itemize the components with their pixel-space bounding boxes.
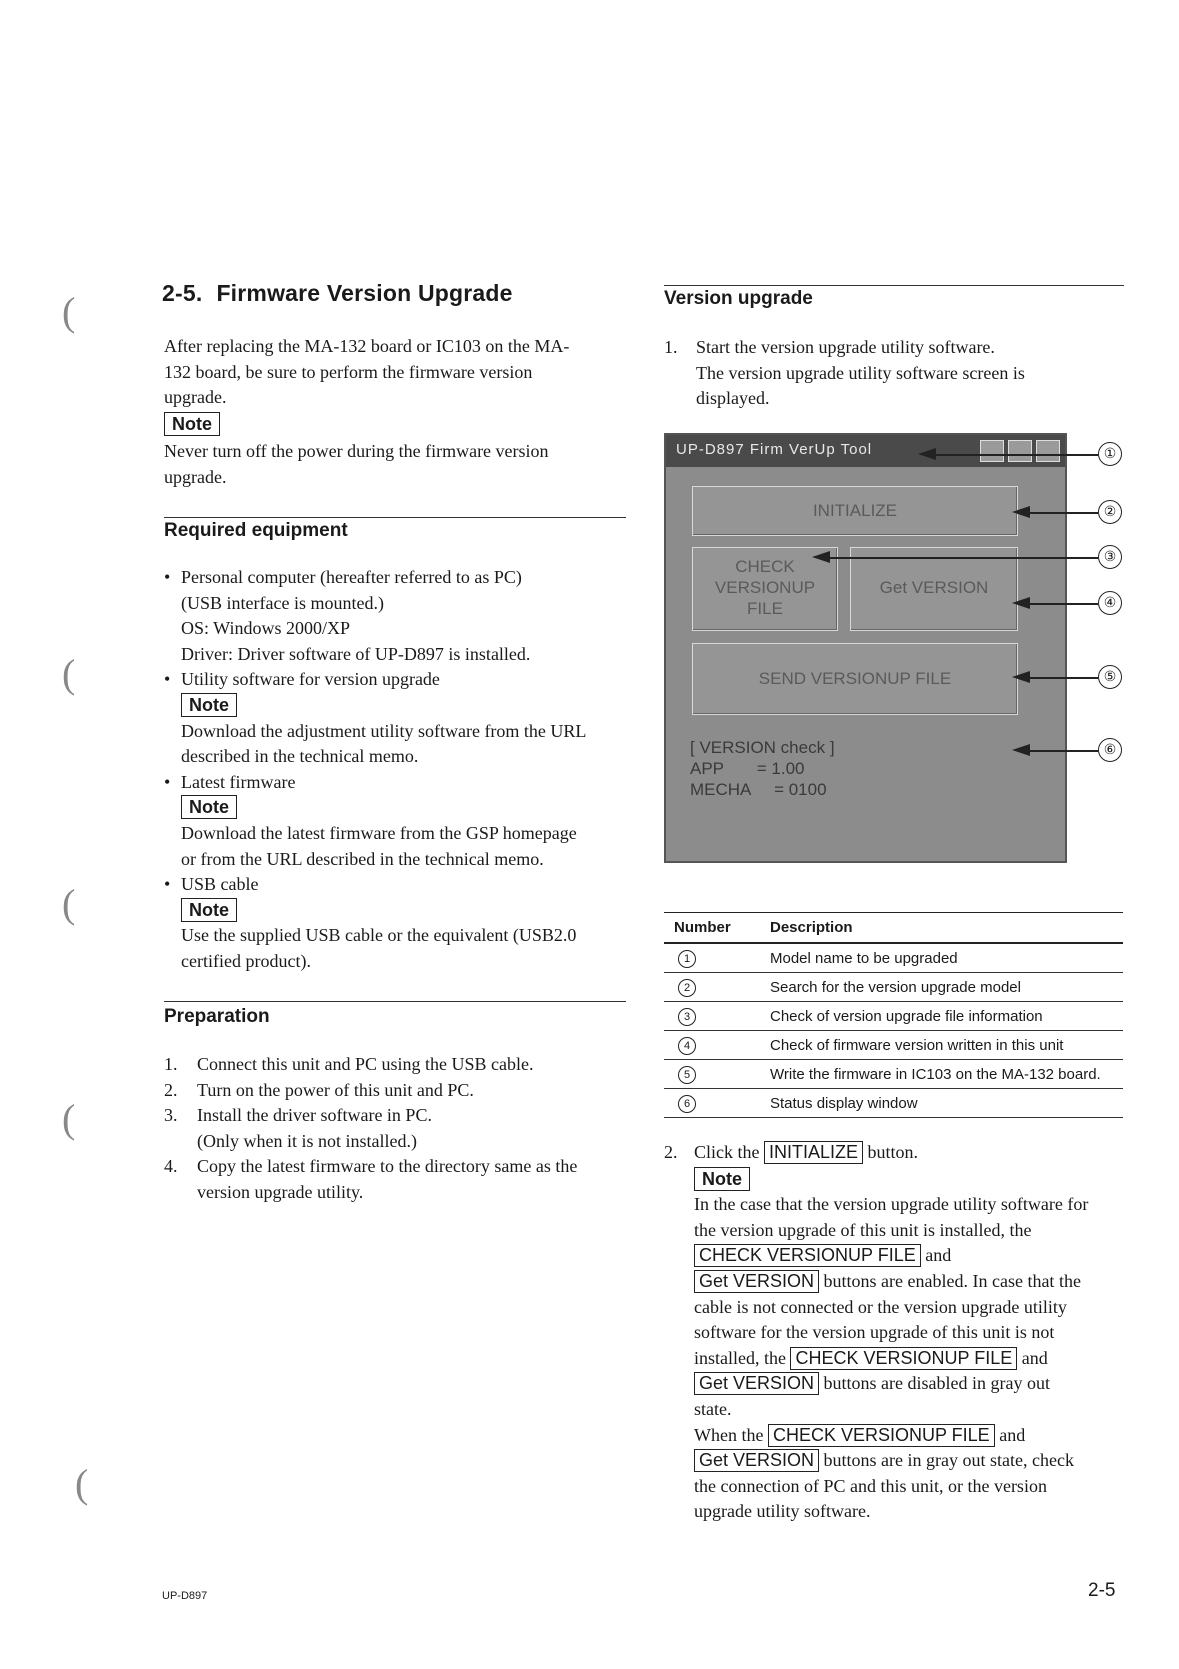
step-line: displayed. (696, 388, 770, 409)
column-header-description: Description (760, 913, 1123, 944)
row-description: Search for the version upgrade model (760, 973, 1123, 1002)
required-equipment-heading: Required equipment (164, 520, 348, 541)
step-line: version upgrade utility. (197, 1181, 364, 1202)
step-line: cable is not connected or the version upgrade utility (694, 1296, 1067, 1317)
callout-2: ② (1098, 500, 1122, 524)
table-row (664, 943, 1123, 973)
callout-arrow (1012, 744, 1030, 756)
callout-arrow (1012, 597, 1030, 609)
window-titlebar (666, 435, 1065, 467)
list-item-line: Driver: Driver software of UP-D897 is installed. (181, 643, 531, 664)
step-number: 2. (164, 1079, 178, 1100)
section-title-text: Firmware Version Upgrade (216, 280, 513, 306)
list-item-line: USB cable (181, 874, 259, 895)
margin-mark: ( (75, 1461, 89, 1506)
step-line (694, 1346, 1134, 1372)
list-item-line: Personal computer (hereafter referred to as PC) (181, 567, 522, 587)
callout-line (1030, 512, 1098, 514)
step-line: In the case that the version upgrade utility software for (694, 1194, 1089, 1215)
note-label: Note (181, 693, 237, 717)
version-step-1 (664, 335, 1124, 412)
divider (164, 517, 626, 518)
list-item-line: OS: Windows 2000/XP (181, 618, 350, 639)
row-description: Check of version upgrade file information (760, 1002, 1123, 1031)
callout-6: ⑥ (1098, 738, 1122, 762)
send-versionup-file-button[interactable]: SEND VERSIONUP FILE (692, 643, 1018, 715)
callout-line (936, 454, 1098, 456)
text-fragment: and (999, 1424, 1026, 1445)
minimize-icon[interactable] (980, 440, 1004, 462)
section-title (162, 280, 513, 307)
list-item: • USB cable Note Use the supplied USB cable or the equivalent (USB2.0 certified product). (164, 872, 634, 974)
close-icon[interactable] (1036, 440, 1060, 462)
step-line (694, 1269, 1134, 1295)
table-row (664, 1060, 1123, 1089)
step-line: Copy the latest firmware to the directory same as the (197, 1156, 578, 1177)
text-fragment: buttons are disabled in gray out (823, 1373, 1050, 1394)
step-line (694, 1243, 1134, 1269)
table-row (664, 1089, 1123, 1118)
status-display-window (690, 737, 835, 800)
note-line: Never turn off the power during the firmware version (164, 441, 549, 462)
note-line: Download the latest firmware from the GSP homepage (181, 822, 577, 843)
preparation-steps (164, 1052, 634, 1206)
step-line: state. (694, 1398, 732, 1419)
step-number: 4. (164, 1156, 178, 1177)
list-item (164, 1103, 634, 1154)
note-line: upgrade. (164, 466, 227, 487)
step-line: Install the driver software in PC. (197, 1105, 432, 1126)
row-description: Check of firmware version written in this unit (760, 1031, 1123, 1060)
status-line: MECHA = 0100 (690, 780, 827, 799)
version-step-2 (664, 1140, 1134, 1525)
step-number: 1. (664, 337, 678, 357)
row-number: 3 (678, 1008, 696, 1026)
get-version-label: Get VERSION (694, 1449, 819, 1472)
note-label: Note (164, 412, 220, 436)
step-line: the version upgrade of this unit is installed, the (694, 1219, 1032, 1240)
get-version-button[interactable]: Get VERSION (850, 547, 1018, 631)
note-label: Note (181, 898, 237, 922)
callout-arrow (1012, 671, 1030, 683)
callout-arrow (918, 448, 936, 460)
check-versionup-file-label: CHECK VERSIONUP FILE (790, 1347, 1017, 1370)
step-line: the connection of PC and this unit, or the version (694, 1475, 1047, 1496)
callout-description-table (664, 912, 1123, 1118)
divider (664, 285, 1124, 286)
note-line: Use the supplied USB cable or the equivalent (USB2.0 (181, 925, 577, 946)
step-line (694, 1448, 1134, 1474)
intro-paragraph (164, 334, 634, 491)
text-fragment: and (1021, 1347, 1048, 1368)
row-description: Status display window (760, 1089, 1123, 1118)
firmware-tool-screenshot (664, 433, 1067, 863)
list-item: • Utility software for version upgrade Note Download the adjustment utility software from the URL described in the technical memo. (164, 667, 634, 769)
margin-mark: ( (62, 289, 76, 334)
list-item-line: (USB interface is mounted.) (181, 592, 384, 613)
divider (164, 1001, 626, 1002)
check-versionup-file-label: CHECK VERSIONUP FILE (694, 1244, 921, 1267)
callout-line (1030, 603, 1098, 605)
list-item-line: Latest firmware (181, 771, 296, 792)
status-line: [ VERSION check ] (690, 738, 835, 757)
button-label-line: VERSIONUP (714, 578, 816, 597)
callout-5: ⑤ (1098, 665, 1122, 689)
version-upgrade-heading: Version upgrade (664, 288, 813, 309)
text-fragment: installed, the (694, 1347, 786, 1368)
row-number: 2 (678, 979, 696, 997)
step-line (694, 1140, 1134, 1166)
preparation-heading: Preparation (164, 1006, 270, 1027)
text-fragment: button. (867, 1142, 919, 1162)
callout-4: ④ (1098, 591, 1122, 615)
step-line: software for the version upgrade of this unit is not (694, 1322, 1055, 1343)
table-row (664, 973, 1123, 1002)
row-number: 5 (678, 1066, 696, 1084)
get-version-label: Get VERSION (694, 1270, 819, 1293)
step-number: 1. (164, 1054, 178, 1074)
text-fragment: and (925, 1245, 952, 1266)
button-label-line: FILE (747, 599, 783, 618)
callout-line (1030, 677, 1098, 679)
note-label: Note (694, 1167, 750, 1191)
initialize-button-label: INITIALIZE (764, 1141, 863, 1164)
step-line (694, 1423, 1134, 1449)
list-item (164, 1078, 634, 1104)
text-fragment: When the (694, 1424, 764, 1445)
note-line: Download the adjustment utility software from the URL (181, 720, 587, 741)
margin-mark: ( (62, 881, 76, 926)
step-number: 3. (164, 1105, 178, 1126)
row-number: 1 (678, 950, 696, 968)
step-line: Turn on the power of this unit and PC. (197, 1079, 474, 1100)
row-number: 6 (678, 1095, 696, 1113)
table-header-row (664, 913, 1123, 944)
callout-arrow (812, 551, 830, 563)
intro-line: After replacing the MA-132 board or IC103 on the MA- (164, 336, 570, 356)
table-row (664, 1002, 1123, 1031)
intro-line: 132 board, be sure to perform the firmware version (164, 361, 533, 382)
step-line: The version upgrade utility software screen is (696, 362, 1025, 383)
window-title: UP-D897 Firm VerUp Tool (676, 441, 873, 458)
step-line: Connect this unit and PC using the USB cable. (197, 1054, 534, 1074)
margin-mark: ( (62, 651, 76, 696)
callout-1: ① (1098, 442, 1122, 466)
callout-line (830, 557, 1098, 559)
button-label-line: CHECK (735, 557, 795, 576)
section-number: 2-5. (162, 280, 203, 306)
note-line: described in the technical memo. (181, 746, 419, 767)
note-line: certified product). (181, 950, 311, 971)
margin-mark: ( (62, 1096, 76, 1141)
step-line (694, 1371, 1134, 1397)
step-line: (Only when it is not installed.) (197, 1130, 417, 1151)
intro-line: upgrade. (164, 387, 227, 408)
list-item (164, 1154, 634, 1205)
row-description: Model name to be upgraded (760, 943, 1123, 973)
note-line: or from the URL described in the technical memo. (181, 848, 544, 869)
step-line: upgrade utility software. (694, 1501, 871, 1522)
callout-line (1030, 750, 1098, 752)
check-versionup-file-label: CHECK VERSIONUP FILE (768, 1424, 995, 1447)
get-version-label: Get VERSION (694, 1372, 819, 1395)
table-row (664, 1031, 1123, 1060)
step-line: Start the version upgrade utility software. (696, 337, 995, 357)
list-item-line: Utility software for version upgrade (181, 669, 440, 690)
status-line: APP = 1.00 (690, 759, 805, 778)
note-label: Note (181, 795, 237, 819)
required-equipment-list (164, 565, 634, 975)
footer-page-number: 2-5 (1088, 1580, 1116, 1601)
text-fragment: Click the (694, 1142, 760, 1162)
row-description: Write the firmware in IC103 on the MA-132 board. (760, 1060, 1123, 1089)
callout-arrow (1012, 506, 1030, 518)
maximize-icon[interactable] (1008, 440, 1032, 462)
initialize-button[interactable]: INITIALIZE (692, 486, 1018, 536)
list-item: • Personal computer (hereafter referred to as PC) (USB interface is mounted.) OS: Windows 2000/XP Driver: Driver software of UP-D897 is installed. (164, 565, 634, 667)
list-item (164, 1052, 634, 1078)
column-header-number: Number (664, 913, 760, 944)
footer-model: UP-D897 (162, 1590, 208, 1602)
list-item: • Latest firmware Note Download the latest firmware from the GSP homepage or from the URL described in the technical memo. (164, 770, 634, 872)
step-number: 2. (664, 1142, 678, 1162)
row-number: 4 (678, 1037, 696, 1055)
text-fragment: buttons are in gray out state, check (823, 1450, 1074, 1471)
callout-3: ③ (1098, 545, 1122, 569)
text-fragment: buttons are enabled. In case that the (823, 1270, 1081, 1291)
